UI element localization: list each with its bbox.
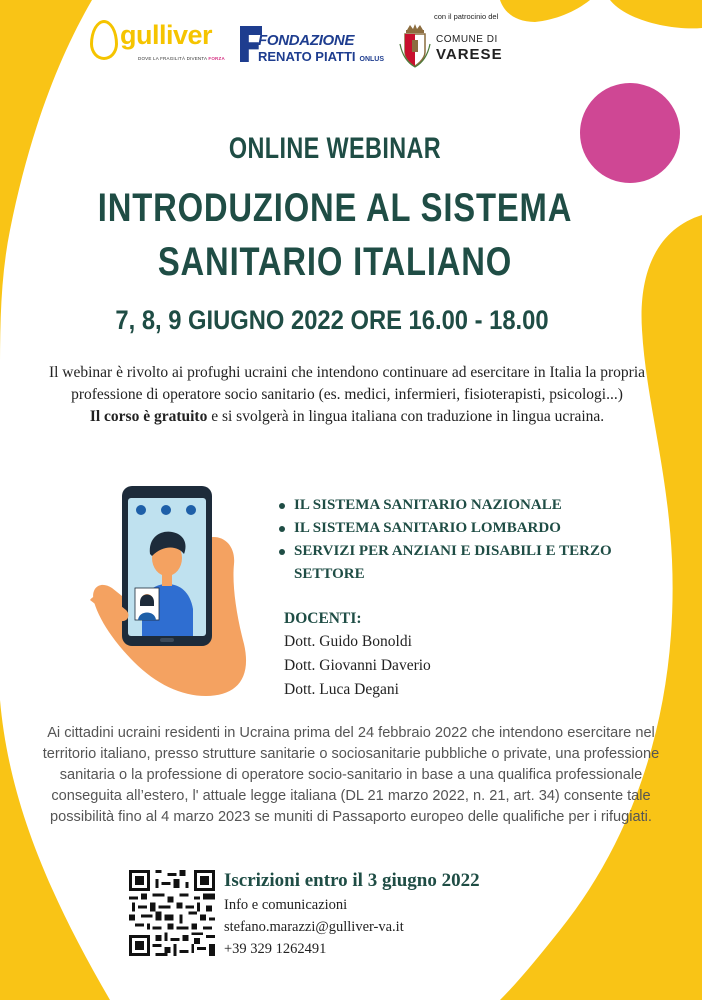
patrocinio-label: con il patrocinio del (434, 12, 499, 21)
registration-deadline: Iscrizioni entro il 3 giugno 2022 (224, 870, 480, 891)
docente-name: Dott. Giovanni Daverio (284, 657, 431, 674)
phone-video-call-illustration (86, 484, 256, 699)
fondazione-line1: FONDAZIONE (258, 32, 355, 49)
docenti-section (284, 608, 544, 702)
topic-item: IL SISTEMA SANITARIO LOMBARDO (276, 517, 636, 540)
legal-notice: Ai cittadini ucraini residenti in Ucraina prima del 24 febbraio 2022 che intendono esercitare nel territorio italiano, presso strutture sanitarie o sociosanitarie pubbliche o private, una professione sanitaria o la professione di operatore socio-sanitario in base a una qualifica professionale conseguita all’estero, l' attuale legge italiana (DL 21 marzo 2022, n. 21, art. 34) consente tale possibilità fino al 4 marzo 2023 se muniti di Passaporto europeo delle qualifiche per i rifugiati. (42, 725, 660, 825)
event-dates: 7, 8, 9 GIUGNO 2022 ORE 16.00 - 18.00 (115, 305, 549, 335)
fondazione-line2: RENATO PIATTI ONLUS (258, 49, 384, 64)
fondazione-logo (240, 22, 384, 68)
comune-crest-icon (398, 24, 432, 68)
event-type-heading: ONLINE WEBINAR (228, 132, 442, 165)
contact-email[interactable]: stefano.marazzi@gulliver-va.it (224, 919, 404, 935)
title-line2: SANITARIO ITALIANO (157, 240, 513, 284)
comune-line2: VARESE (436, 46, 503, 63)
comune-line1: COMUNE DI (436, 34, 498, 45)
docente-name: Dott. Guido Bonoldi (284, 633, 412, 650)
free-course-rest: e si svolgerà in lingua italiana con traduzione in lingua ucraina. (207, 408, 605, 425)
registration-section (224, 868, 564, 960)
docente-name: Dott. Luca Degani (284, 681, 399, 698)
docenti-heading: DOCENTI: (284, 610, 362, 627)
gulliver-logo (90, 14, 230, 64)
comune-logo (398, 24, 518, 68)
gulliver-wordmark: gulliver (120, 20, 213, 50)
gulliver-ring-icon (90, 20, 118, 60)
title-line1: INTRODUZIONE AL SISTEMA (97, 186, 573, 230)
contact-phone[interactable]: +39 329 1262491 (224, 941, 327, 957)
topic-item: SERVIZI PER ANZIANI E DISABILI E TERZO SETTORE (276, 540, 636, 586)
qr-code[interactable] (129, 870, 215, 956)
intro-paragraph (40, 362, 654, 428)
gulliver-tagline: DOVE LA FRAGILITÀ DIVENTA FORZA (138, 56, 225, 61)
topic-item: IL SISTEMA SANITARIO NAZIONALE (276, 494, 636, 517)
info-label: Info e comunicazioni (224, 897, 348, 913)
free-course-label: Il corso è gratuito (89, 408, 208, 425)
topics-list (276, 494, 636, 586)
intro-text: Il webinar è rivolto ai profughi ucraini che intendono continuare ad esercitare in Italia la propria professione di operatore socio sanitario (es. medici, infermieri, fisioterapisti, psicologi...) (48, 364, 646, 403)
